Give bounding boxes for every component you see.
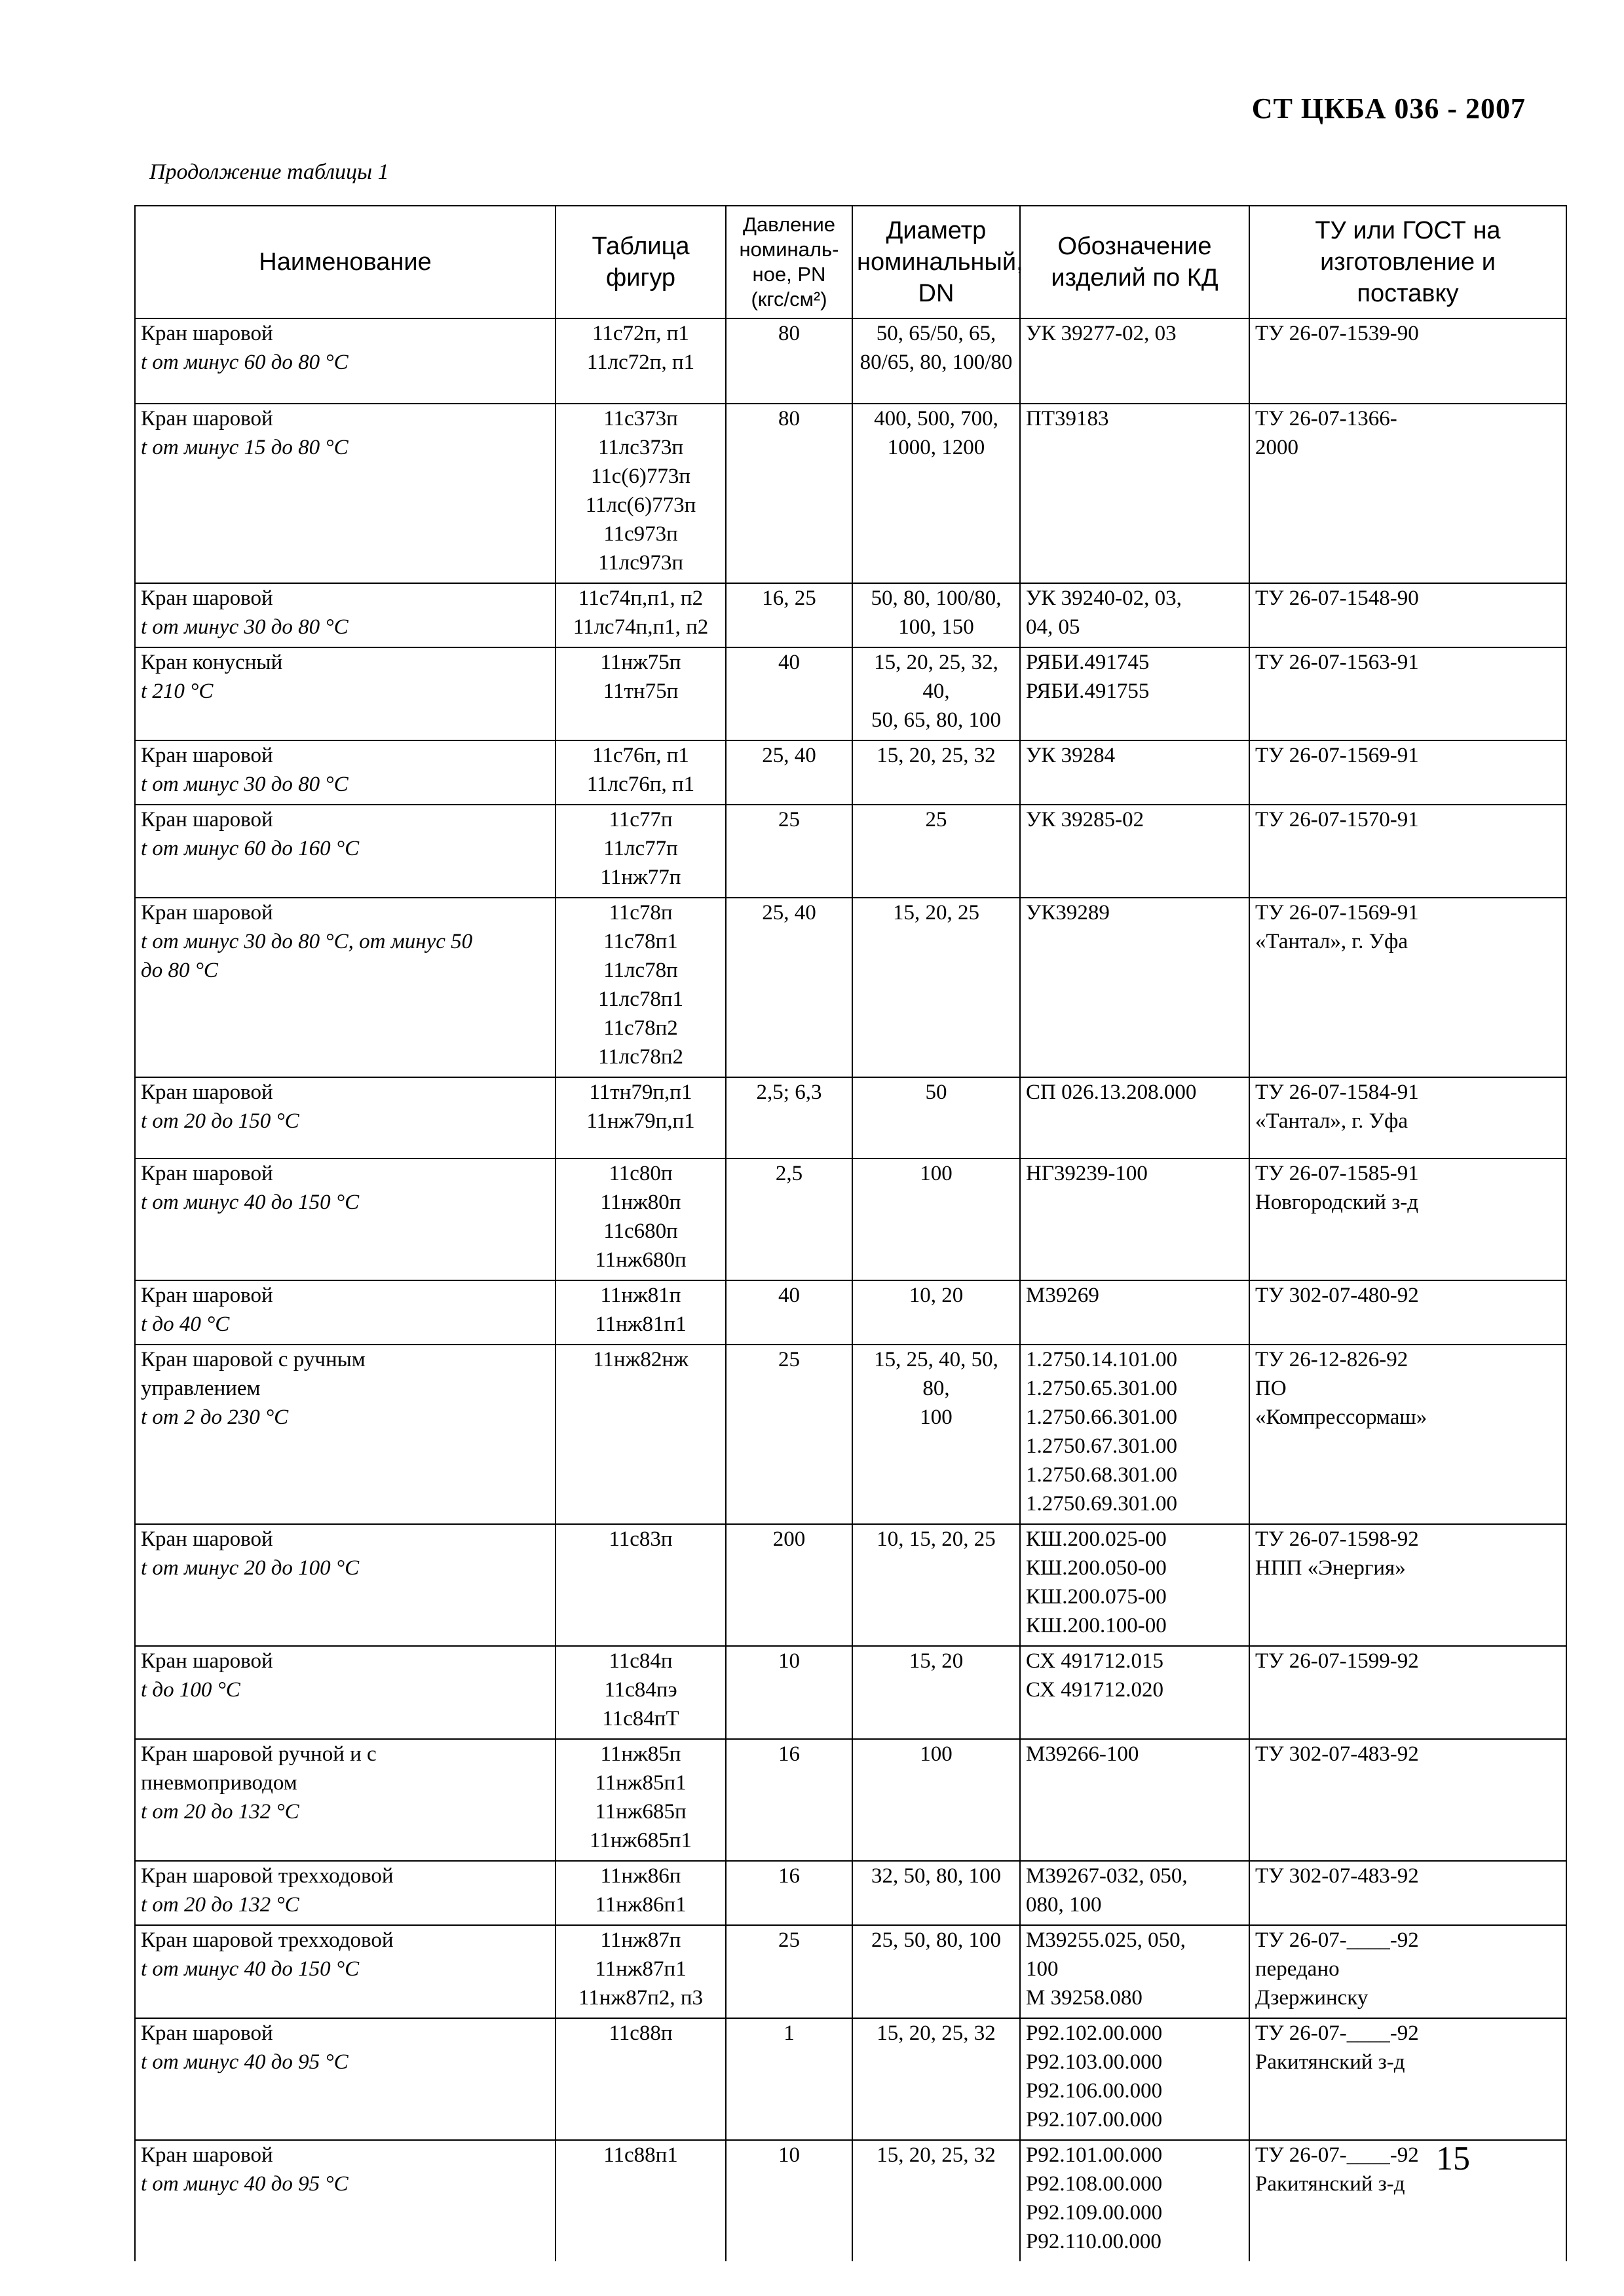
table-row [135,1646,1566,1739]
cell-figure: 11нж82нж [556,1345,726,1524]
valve-temperature: t от минус 20 до 100 °С [141,1556,360,1580]
cell-designation: М39266-100 [1020,1739,1249,1861]
cell-spec: ТУ 26-07-1569-91 «Тантал», г. Уфа [1249,898,1566,1077]
valve-temperature: t до 100 °С [141,1678,240,1702]
valve-name: Кран шаровой [141,1162,273,1185]
cell-name [135,1345,556,1524]
cell-name [135,1524,556,1646]
valve-temperature: t от 20 до 150 °С [141,1109,299,1133]
valve-name: Кран шаровой [141,1649,273,1673]
cell-name [135,1158,556,1280]
cell-diameter: 50 [852,1077,1020,1158]
cell-name [135,1646,556,1739]
cell-diameter: 50, 65/50, 65, 80/65, 80, 100/80 [852,318,1020,404]
cell-designation: СП 026.13.208.000 [1020,1077,1249,1158]
cell-pressure: 25, 40 [726,898,852,1077]
cell-name [135,647,556,740]
cell-diameter: 15, 20 [852,1646,1020,1739]
cell-pressure: 16 [726,1739,852,1861]
cell-name [135,404,556,583]
table-row [135,404,1566,583]
cell-pressure: 25, 40 [726,740,852,805]
cell-pressure: 2,5; 6,3 [726,1077,852,1158]
valve-name: Кран шаровой [141,1284,273,1307]
valves-table [134,205,1567,2261]
valve-name: Кран шаровой [141,1081,273,1104]
table-row [135,1280,1566,1345]
cell-spec: ТУ 26-07-1598-92 НПП «Энергия» [1249,1524,1566,1646]
table-body [135,318,1566,2261]
column-header-spec: ТУ или ГОСТ на изготовление и поставку [1249,206,1566,318]
valve-temperature: t от минус 15 до 80 °С [141,436,349,459]
valve-temperature: t от минус 40 до 95 °С [141,2172,349,2196]
cell-spec: ТУ 26-07-1569-91 [1249,740,1566,805]
cell-designation: М39269 [1020,1280,1249,1345]
cell-spec: ТУ 302-07-480-92 [1249,1280,1566,1345]
valve-name: Кран шаровой [141,744,273,767]
valve-name: Кран шаровой [141,2143,273,2167]
valve-name: Кран шаровой трехходовой [141,1864,394,1888]
table-row [135,583,1566,647]
table-header-row [135,206,1566,318]
column-header-diameter: Диаметр номинальный, DN [852,206,1020,318]
table-row [135,1524,1566,1646]
cell-designation: М39255.025, 050, 100 М 39258.080 [1020,1925,1249,2018]
cell-name [135,1280,556,1345]
cell-spec: ТУ 26-07-1563-91 [1249,647,1566,740]
cell-diameter: 100 [852,1158,1020,1280]
cell-figure: 11с78п 11с78п1 11лс78п 11лс78п1 11с78п2 11лс78п2 [556,898,726,1077]
valve-temperature: t от минус 30 до 80 °С [141,773,349,796]
valve-name: Кран конусный [141,651,283,674]
table-row [135,805,1566,898]
cell-pressure: 10 [726,1646,852,1739]
cell-designation: УК 39277-02, 03 [1020,318,1249,404]
cell-designation: УК 39240-02, 03, 04, 05 [1020,583,1249,647]
cell-spec: ТУ 26-07-1599-92 [1249,1646,1566,1739]
cell-pressure: 25 [726,805,852,898]
cell-designation: НГ39239-100 [1020,1158,1249,1280]
cell-figure: 11с88п [556,2018,726,2140]
valve-temperature: t от 2 до 230 °С [141,1406,289,1429]
cell-designation: Р92.102.00.000 Р92.103.00.000 Р92.106.00.000 Р92.107.00.000 [1020,2018,1249,2140]
valve-temperature: t от 20 до 132 °С [141,1800,299,1824]
cell-figure: 11с84п 11с84пэ 11с84пТ [556,1646,726,1739]
valve-temperature: t 210 °С [141,679,214,703]
valve-name: Кран шаровой [141,808,273,832]
cell-spec: ТУ 302-07-483-92 [1249,1861,1566,1925]
cell-pressure: 40 [726,647,852,740]
cell-name [135,898,556,1077]
cell-pressure: 80 [726,404,852,583]
valve-name: Кран шаровой [141,901,273,925]
cell-diameter: 10, 15, 20, 25 [852,1524,1020,1646]
valve-temperature: t от 20 до 132 °С [141,1893,299,1917]
cell-figure: 11с76п, п1 11лс76п, п1 [556,740,726,805]
table-row [135,740,1566,805]
cell-pressure: 200 [726,1524,852,1646]
cell-figure: 11с77п 11лс77п 11нж77п [556,805,726,898]
cell-diameter: 32, 50, 80, 100 [852,1861,1020,1925]
valve-name: Кран шаровой [141,1527,273,1551]
cell-name [135,2018,556,2140]
cell-name [135,1739,556,1861]
page-number: 15 [1436,2140,1470,2177]
cell-name [135,1861,556,1925]
valve-name: Кран шаровой трехходовой [141,1928,394,1952]
cell-pressure: 1 [726,2018,852,2140]
cell-figure: 11нж85п 11нж85п1 11нж685п 11нж685п1 [556,1739,726,1861]
column-header-figure-table: Таблица фигур [556,206,726,318]
cell-figure: 11с72п, п1 11лс72п, п1 [556,318,726,404]
cell-pressure: 40 [726,1280,852,1345]
cell-figure: 11с88п1 [556,2140,726,2261]
cell-figure: 11нж86п 11нж86п1 [556,1861,726,1925]
cell-spec: ТУ 26-12-826-92 ПО «Компрессормаш» [1249,1345,1566,1524]
cell-designation: РЯБИ.491745 РЯБИ.491755 [1020,647,1249,740]
valve-temperature: t от минус 30 до 80 °С [141,615,349,639]
cell-figure: 11с80п 11нж80п 11с680п 11нж680п [556,1158,726,1280]
cell-figure: 11тн79п,п1 11нж79п,п1 [556,1077,726,1158]
valve-name: Кран шаровой [141,2021,273,2045]
cell-spec: ТУ 26-07-1570-91 [1249,805,1566,898]
valve-name: Кран шаровой ручной и с пневмоприводом [141,1742,377,1795]
cell-diameter: 15, 20, 25, 32, 40, 50, 65, 80, 100 [852,647,1020,740]
table-row [135,1861,1566,1925]
cell-figure: 11с74п,п1, п2 11лс74п,п1, п2 [556,583,726,647]
cell-designation: УК 39285-02 [1020,805,1249,898]
valve-name: Кран шаровой [141,322,273,345]
cell-name [135,318,556,404]
cell-name [135,583,556,647]
cell-diameter: 25, 50, 80, 100 [852,1925,1020,2018]
table-row [135,2140,1566,2261]
table-row [135,1158,1566,1280]
column-header-designation: Обозначение изделий по КД [1020,206,1249,318]
table-row [135,1739,1566,1861]
cell-figure: 11нж75п 11тн75п [556,647,726,740]
valve-temperature: t от минус 60 до 160 °С [141,837,360,860]
cell-name [135,1925,556,2018]
cell-diameter: 100 [852,1739,1020,1861]
cell-figure: 11нж87п 11нж87п1 11нж87п2, п3 [556,1925,726,2018]
table-row [135,1077,1566,1158]
cell-name [135,2140,556,2261]
valve-temperature: t от минус 40 до 150 °С [141,1957,360,1981]
cell-diameter: 15, 20, 25, 32 [852,2140,1020,2261]
cell-figure: 11с83п [556,1524,726,1646]
cell-diameter: 400, 500, 700, 1000, 1200 [852,404,1020,583]
valve-temperature: t от минус 40 до 95 °С [141,2050,349,2074]
valve-temperature: t до 40 °С [141,1312,230,1336]
cell-name [135,1077,556,1158]
cell-pressure: 80 [726,318,852,404]
cell-name [135,740,556,805]
table-row [135,898,1566,1077]
valve-name: Кран шаровой с ручным управлением [141,1348,366,1400]
column-header-name: Наименование [135,206,556,318]
column-header-pressure [726,206,852,318]
cell-designation: СХ 491712.015 СХ 491712.020 [1020,1646,1249,1739]
table-row [135,647,1566,740]
cell-diameter: 50, 80, 100/80, 100, 150 [852,583,1020,647]
cell-spec: ТУ 26-07-1584-91 «Тантал», г. Уфа [1249,1077,1566,1158]
table-row [135,1925,1566,2018]
cell-spec: ТУ 26-07-____-92 Ракитянский з-д [1249,2018,1566,2140]
cell-name [135,805,556,898]
table-continuation-caption: Продолжение таблицы 1 [149,160,389,184]
cell-pressure: 16, 25 [726,583,852,647]
cell-designation: УК39289 [1020,898,1249,1077]
cell-spec: ТУ 26-07-1548-90 [1249,583,1566,647]
table-row [135,1345,1566,1524]
cell-diameter: 15, 20, 25 [852,898,1020,1077]
cell-figure: 11с373п 11лс373п 11с(6)773п 11лс(6)773п 11с973п 11лс973п [556,404,726,583]
valve-temperature: t от минус 40 до 150 °С [141,1191,360,1214]
column-header-pressure-text: Давление номиналь- ное, PN (кгс/см²) [739,213,839,311]
cell-figure: 11нж81п 11нж81п1 [556,1280,726,1345]
cell-pressure: 16 [726,1861,852,1925]
cell-diameter: 15, 20, 25, 32 [852,740,1020,805]
cell-pressure: 25 [726,1925,852,2018]
cell-spec: ТУ 26-07-1539-90 [1249,318,1566,404]
cell-pressure: 25 [726,1345,852,1524]
cell-designation: Р92.101.00.000 Р92.108.00.000 Р92.109.00.000 Р92.110.00.000 [1020,2140,1249,2261]
cell-diameter: 10, 20 [852,1280,1020,1345]
cell-diameter: 15, 25, 40, 50, 80, 100 [852,1345,1020,1524]
cell-designation: 1.2750.14.101.00 1.2750.65.301.00 1.2750.66.301.00 1.2750.67.301.00 1.2750.68.301.00 1.2750.69.301.00 [1020,1345,1249,1524]
valve-name: Кран шаровой [141,586,273,610]
table-row [135,318,1566,404]
cell-designation: УК 39284 [1020,740,1249,805]
cell-pressure: 2,5 [726,1158,852,1280]
cell-spec: ТУ 26-07-1585-91 Новгородский з-д [1249,1158,1566,1280]
valve-temperature: t от минус 30 до 80 °С, от минус 50 до 80 °С [141,930,473,982]
cell-designation: М39267-032, 050, 080, 100 [1020,1861,1249,1925]
cell-spec: ТУ 26-07-1366- 2000 [1249,404,1566,583]
table-row [135,2018,1566,2140]
cell-diameter: 15, 20, 25, 32 [852,2018,1020,2140]
cell-spec: ТУ 26-07-____-92 Ракитянский з-д [1249,2140,1566,2261]
cell-pressure: 10 [726,2140,852,2261]
cell-diameter: 25 [852,805,1020,898]
cell-designation: ПТ39183 [1020,404,1249,583]
cell-designation: КШ.200.025-00 КШ.200.050-00 КШ.200.075-00 КШ.200.100-00 [1020,1524,1249,1646]
cell-spec: ТУ 26-07-____-92 передано Дзержинску [1249,1925,1566,2018]
valve-name: Кран шаровой [141,407,273,430]
valve-temperature: t от минус 60 до 80 °С [141,351,349,374]
cell-spec: ТУ 302-07-483-92 [1249,1739,1566,1861]
document-code: СТ ЦКБА 036 - 2007 [1251,92,1526,124]
